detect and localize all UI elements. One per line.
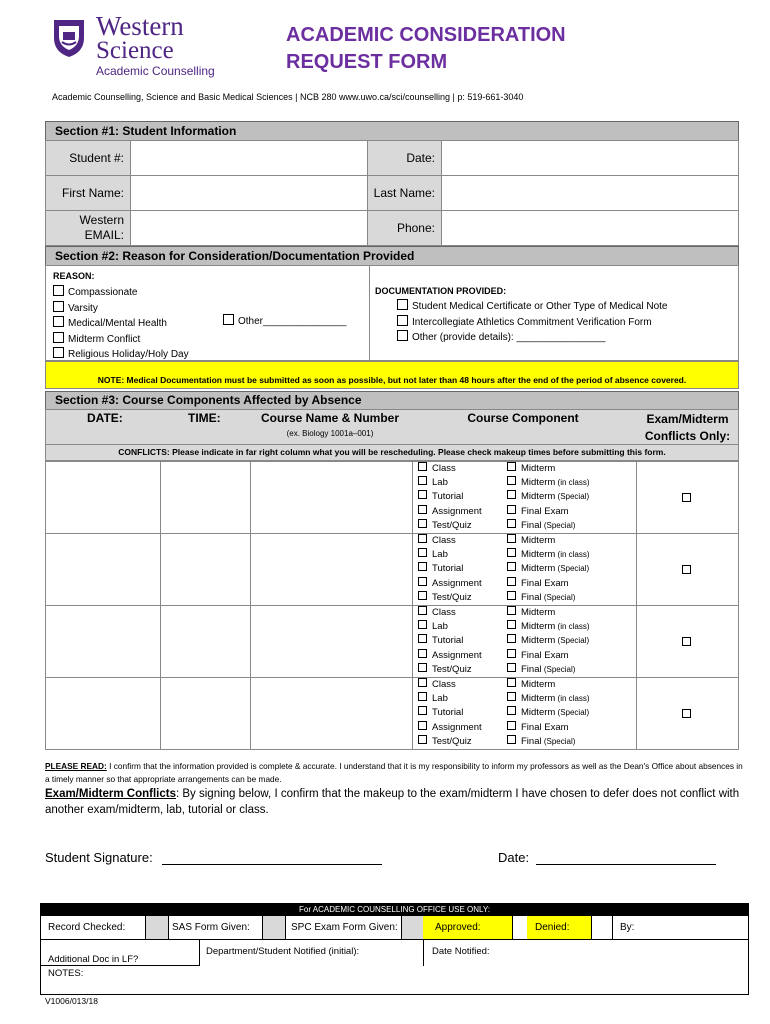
date-field[interactable]	[442, 141, 739, 176]
section3-heading: Section #3: Course Components Affected by Absence	[45, 391, 739, 410]
email-field[interactable]	[131, 211, 368, 246]
course-time-field[interactable]	[161, 534, 249, 605]
component-label: Midterm	[521, 607, 556, 618]
component-label: Midterm (in class)	[521, 477, 590, 489]
additional-doc-label: Additional Doc in LF?	[48, 954, 139, 965]
student-info-table	[45, 140, 739, 246]
component-option-right[interactable]	[507, 548, 590, 562]
version-label: V1006/013/18	[45, 996, 98, 1006]
exam-conflicts-label: Exam/Midterm Conflicts	[45, 788, 176, 800]
component-option-left[interactable]	[418, 649, 482, 663]
course-date-field[interactable]	[46, 678, 159, 749]
component-label: Class	[432, 463, 456, 474]
exam-conflict-checkbox[interactable]	[682, 637, 691, 646]
component-option-left[interactable]	[418, 462, 456, 476]
sas-form-box[interactable]	[262, 916, 286, 939]
component-option-right[interactable]	[507, 562, 589, 576]
component-label: Final Exam	[521, 577, 569, 589]
component-label: Lab	[432, 477, 448, 489]
component-label: Midterm (in class)	[521, 693, 590, 705]
component-label: Final Exam	[521, 505, 569, 517]
component-label: Test/Quiz	[432, 663, 472, 675]
declaration-text: I confirm that the information provided is complete & accurate. I understand that it is my responsibility to inform my professors as well as the Dean's Office about absences in a timely manner so that appropriate arrangements can be made.	[45, 761, 743, 784]
component-label: Assignment	[432, 577, 482, 589]
course-date-field[interactable]	[46, 462, 159, 533]
component-label: Final (Special)	[521, 735, 576, 747]
component-option-left[interactable]	[418, 606, 456, 620]
component-label: Final Exam	[521, 721, 569, 733]
component-option-right[interactable]	[507, 505, 569, 519]
approved-box[interactable]	[513, 916, 528, 939]
component-label: Class	[432, 679, 456, 690]
first-name-field[interactable]	[131, 176, 368, 211]
component-option-right[interactable]	[507, 620, 590, 634]
component-label: Class	[432, 607, 456, 618]
col-course: Course Name & Number	[260, 411, 400, 425]
notes-label: NOTES:	[48, 968, 84, 979]
component-label: Midterm (Special)	[521, 635, 590, 647]
brand-western: Western	[96, 11, 184, 41]
component-option-right[interactable]	[507, 519, 575, 533]
col-exam-conflicts: Exam/Midterm Conflicts Only:	[644, 412, 731, 443]
component-option-right[interactable]	[507, 577, 569, 591]
component-option-left[interactable]	[418, 534, 456, 548]
component-label: Assignment	[432, 721, 482, 733]
exam-conflicts-text: : By signing below, I confirm that the makeup to the exam/midterm I have chosen to defer does not conflict with another exam/midterm, lab, tutorial or class.	[45, 788, 740, 816]
component-option-left[interactable]	[418, 519, 472, 533]
exam-conflict-checkbox[interactable]	[682, 565, 691, 574]
component-option-left[interactable]	[418, 692, 448, 706]
reason-list	[53, 285, 189, 363]
doc-athletics-form[interactable]: Intercollegiate Athletics Commitment Verification Form	[397, 315, 668, 331]
date-label: Date:	[368, 141, 442, 176]
component-label: Test/Quiz	[432, 519, 472, 531]
date-notified-label: Date Notified:	[432, 946, 490, 957]
course-time-field[interactable]	[161, 606, 249, 677]
conflicts-note: CONFLICTS: Please indicate in far right column what you will be rescheduling. Please check makeup times before submitting this form.	[45, 444, 739, 461]
medical-note-banner: NOTE: Medical Documentation must be submitted as soon as possible, but not later than 48 hours after the end of the period of absence covered.	[45, 361, 739, 389]
component-option-left[interactable]	[418, 490, 463, 504]
component-option-right[interactable]	[507, 735, 575, 749]
component-label: Test/Quiz	[432, 735, 472, 747]
component-option-right[interactable]	[507, 721, 569, 735]
course-name-field[interactable]	[251, 606, 411, 677]
col-time: TIME:	[188, 411, 221, 425]
declaration	[45, 760, 745, 786]
component-option-left[interactable]	[418, 678, 456, 692]
component-option-left[interactable]	[418, 548, 448, 562]
component-label: Assignment	[432, 505, 482, 517]
component-option-right[interactable]	[507, 534, 555, 548]
component-label: Tutorial	[432, 707, 464, 719]
component-label: Final (Special)	[521, 663, 576, 675]
section1-heading: Section #1: Student Information	[45, 121, 739, 141]
section2-heading: Section #2: Reason for Consideration/Documentation Provided	[45, 246, 739, 266]
component-label: Lab	[432, 693, 448, 705]
documentation-list	[397, 299, 668, 346]
component-label: Midterm	[521, 463, 556, 474]
component-option-left[interactable]	[418, 620, 448, 634]
component-option-left[interactable]	[418, 721, 482, 735]
exam-conflict-statement	[45, 786, 745, 818]
component-label: Final Exam	[521, 649, 569, 661]
component-option-right[interactable]	[507, 606, 555, 620]
reason-midterm-conflict[interactable]: Midterm Conflict	[53, 332, 189, 348]
component-option-left[interactable]	[418, 577, 482, 591]
dept-notified-label: Department/Student Notified (initial):	[206, 946, 360, 957]
course-date-field[interactable]	[46, 606, 159, 677]
contact-line: Academic Counselling, Science and Basic Medical Sciences | NCB 280 www.uwo.ca/sci/counselling | p: 519-661-3040	[52, 92, 524, 102]
component-option-left[interactable]	[418, 476, 448, 490]
first-name-label: First Name:	[46, 176, 131, 211]
component-label: Test/Quiz	[432, 591, 472, 603]
student-number-label: Student #:	[46, 141, 131, 176]
reason-religious[interactable]: Religious Holiday/Holy Day	[53, 347, 189, 363]
signature-date-line[interactable]	[536, 864, 716, 865]
reason-varsity[interactable]: Varsity	[53, 301, 189, 317]
col-course-example: (ex. Biology 1001a–001)	[286, 429, 374, 438]
doc-medical-note[interactable]: Student Medical Certificate or Other Type of Medical Note	[397, 299, 668, 315]
component-label: Tutorial	[432, 635, 464, 647]
phone-label: Phone:	[368, 211, 442, 246]
component-option-right[interactable]	[507, 634, 589, 648]
reason-other[interactable]: Other_______________	[223, 314, 346, 327]
component-option-right[interactable]	[507, 692, 590, 706]
by-label: By:	[620, 922, 635, 933]
component-option-right[interactable]	[507, 591, 575, 605]
exam-conflict-checkbox[interactable]	[682, 493, 691, 502]
component-option-left[interactable]	[418, 562, 463, 576]
approved-label: Approved:	[423, 916, 513, 939]
course-name-field[interactable]	[251, 462, 411, 533]
component-label: Midterm	[521, 679, 556, 690]
reason-medical[interactable]: Medical/Mental Health	[53, 316, 189, 332]
email-label: Western EMAIL:	[46, 211, 131, 246]
last-name-label: Last Name:	[368, 176, 442, 211]
reason-label: REASON:	[53, 271, 95, 281]
component-label: Midterm	[521, 535, 556, 546]
sas-form-label: SAS Form Given:	[172, 922, 250, 933]
doc-other[interactable]: Other (provide details): ________________	[397, 330, 668, 346]
component-label: Tutorial	[432, 563, 464, 575]
last-name-field[interactable]	[442, 176, 739, 211]
record-checked-label: Record Checked:	[48, 922, 126, 933]
component-label: Midterm (Special)	[521, 563, 590, 575]
component-label: Midterm (in class)	[521, 621, 590, 633]
component-label: Midterm (in class)	[521, 549, 590, 561]
component-label: Midterm (Special)	[521, 491, 590, 503]
form-title: ACADEMIC CONSIDERATION REQUEST FORM	[286, 24, 566, 73]
col-date: DATE:	[87, 411, 123, 425]
component-option-right[interactable]	[507, 476, 590, 490]
exam-conflict-checkbox[interactable]	[682, 709, 691, 718]
component-option-left[interactable]	[418, 663, 472, 677]
student-signature-label: Student Signature:	[45, 850, 153, 865]
component-label: Final (Special)	[521, 591, 576, 603]
student-number-field[interactable]	[131, 141, 368, 176]
student-signature-line[interactable]	[162, 864, 382, 865]
record-checked-box[interactable]	[145, 916, 169, 939]
component-label: Class	[432, 535, 456, 546]
western-shield-logo	[52, 18, 86, 58]
brand-science: Science	[96, 37, 174, 64]
component-option-left[interactable]	[418, 505, 482, 519]
documentation-label: DOCUMENTATION PROVIDED:	[375, 286, 507, 296]
component-option-left[interactable]	[418, 634, 463, 648]
component-option-right[interactable]	[507, 678, 555, 692]
component-option-left[interactable]	[418, 591, 472, 605]
signature-date-label: Date:	[498, 850, 530, 865]
component-label: Midterm (Special)	[521, 707, 590, 719]
col-component: Course Component	[467, 411, 579, 425]
course-time-field[interactable]	[161, 462, 249, 533]
component-option-right[interactable]	[507, 462, 555, 476]
component-option-right[interactable]	[507, 490, 589, 504]
component-option-left[interactable]	[418, 706, 463, 720]
component-option-right[interactable]	[507, 663, 575, 677]
component-label: Final (Special)	[521, 519, 576, 531]
office-use-heading: For ACADEMIC COUNSELLING OFFICE USE ONLY:	[40, 903, 749, 916]
spc-exam-label: SPC Exam Form Given:	[291, 922, 398, 933]
component-option-right[interactable]	[507, 706, 589, 720]
component-label: Lab	[432, 621, 448, 633]
denied-label: Denied:	[527, 916, 592, 939]
denied-box[interactable]	[592, 916, 613, 939]
course-name-field[interactable]	[251, 534, 411, 605]
course-name-field[interactable]	[251, 678, 411, 749]
brand-subtitle: Academic Counselling	[96, 64, 215, 78]
component-label: Lab	[432, 549, 448, 561]
phone-field[interactable]	[442, 211, 739, 246]
spc-exam-box[interactable]	[401, 916, 425, 939]
component-option-right[interactable]	[507, 649, 569, 663]
please-read-label: PLEASE READ:	[45, 761, 107, 771]
component-option-left[interactable]	[418, 735, 472, 749]
course-date-field[interactable]	[46, 534, 159, 605]
reason-compassionate[interactable]: Compassionate	[53, 285, 189, 301]
component-label: Assignment	[432, 649, 482, 661]
course-time-field[interactable]	[161, 678, 249, 749]
component-label: Tutorial	[432, 491, 464, 503]
